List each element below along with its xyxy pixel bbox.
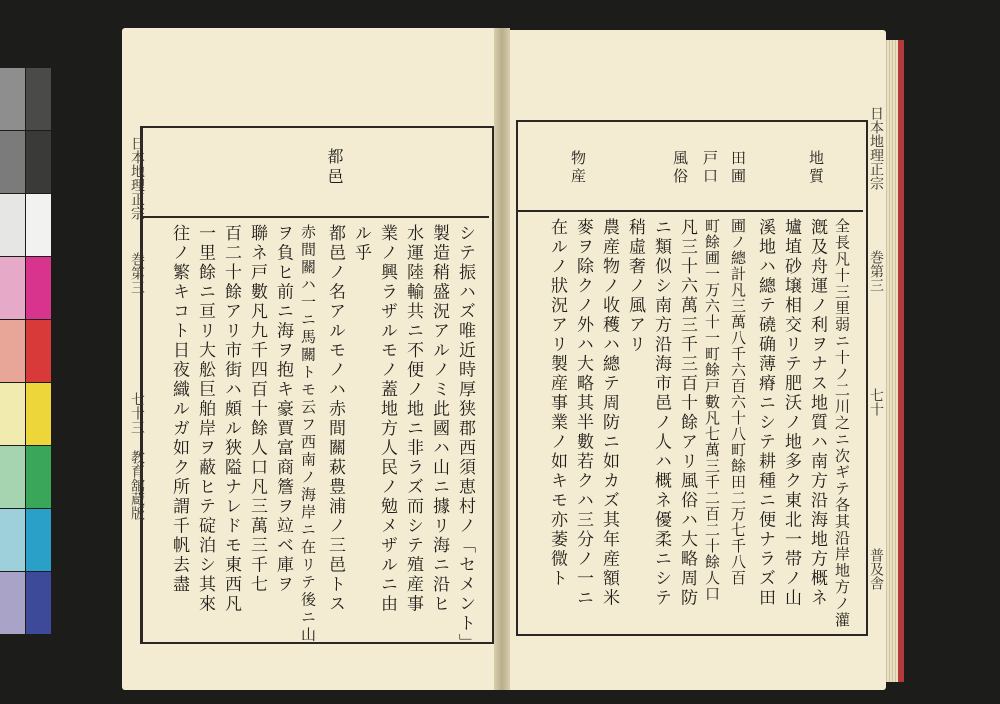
left-text-column-10: 百二十餘アリ市街ハ頗ル狹隘ナレドモ東西凡 (221, 224, 241, 614)
side-heading-chishitsu: 地質 (807, 150, 825, 186)
left-margin-volume: 巻第三 (129, 252, 145, 294)
right-text-column-4: 溪地ハ總テ磽确薄瘠ニシテ耕種ニ便ナラズ田 (755, 218, 775, 608)
left-text-column-3: 水運陸輸共ニ不便ノ地ニ非ラズ而シテ殖産事 (403, 224, 423, 614)
right-text-column-11: 麥ヲ除クノ外ハ大略其半數若クハ三分ノ一ニ (573, 218, 593, 608)
left-page-number: 七十三 (129, 392, 145, 434)
right-text-column-9: 稍虛奢ノ風アリ (625, 218, 645, 355)
right-margin-volume: 巻第三 (868, 250, 884, 292)
left-heading-divider (142, 216, 489, 218)
left-text-column-11: 一里餘ニ亘リ大舩巨舶岸ヲ蔽ヒテ碇泊シ其來 (195, 224, 215, 614)
right-text-column-3: 壚埴砂壌相交リテ肥沃ノ地多ク東北一帯ノ山 (781, 218, 801, 608)
right-text-column-1: 全長凡十三里弱ニ十ノ二川之ニ次ギテ各其沿岸地方ノ灌 (833, 218, 851, 628)
red-book-edge (898, 40, 904, 682)
right-text-column-10: 農産物ノ收穫ハ總テ周防ニ如カズ其年産額米 (599, 218, 619, 608)
right-text-column-6: 町餘圃一万六十一町餘戸數凡七萬三千二百二十餘人口 (703, 218, 721, 602)
left-text-column-8: ヲ負ヒ前ニ海ヲ抱キ豪賈富商簷ヲ竝ベ庫ヲ (273, 224, 293, 595)
left-text-column-7: 赤間關ハ一ニ馬關トモ云フ西南ノ海岸ニ在リテ後ニ山 (299, 224, 317, 644)
book-gutter (494, 28, 510, 690)
side-heading-bussan: 物産 (569, 150, 587, 186)
left-text-column-12: 往ノ繁キコト日夜織ルガ如ク所謂千帆去盡 (169, 224, 189, 595)
color-calibration-strip (0, 68, 52, 632)
left-text-column-4: 業ノ興ラザルモノ蓋地方人民ノ勉メザルニ由 (377, 224, 397, 614)
side-heading-kokou: 戸口 (701, 150, 719, 186)
right-text-column-2: 漑及舟運ノ利ヲナス地質ハ南方沿海地方概ネ (807, 218, 827, 608)
right-text-column-5: 圃ノ總計凡三萬八千六百六十八町餘田二万七千八百 (729, 218, 747, 586)
side-heading-denpo: 田圃 (729, 150, 747, 186)
right-text-column-8: ニ類似シ南方沿海市邑ノ人ハ概ネ優柔ニシテ (651, 218, 671, 608)
left-text-column-1: シテ振ハズ唯近時厚狭郡西須恵村ノ「セメント」 (455, 224, 475, 653)
right-heading-divider (518, 210, 863, 212)
section-heading-toyu: 都邑 (325, 148, 344, 188)
right-margin-title: 日本地理正宗 (868, 106, 884, 190)
right-margin-publisher: 普及舎 (868, 548, 884, 590)
right-text-column-12: 在ルノ狀況アリ製産事業ノ如キモ亦萎微ト (547, 218, 567, 589)
left-text-column-2: 製造稍盛況アルノミ此國ハ山ニ據リ海ニ沿ヒ (429, 224, 449, 614)
left-text-column-6: 都邑ノ名アルモノハ赤間關萩豊浦ノ三邑トス (325, 224, 345, 614)
left-margin-title: 日本地理正宗 (129, 136, 145, 220)
left-text-column-5: ル乎 (351, 224, 371, 263)
right-page-number: 七十 (868, 388, 884, 416)
right-text-column-7: 凡三十六萬三千三百十餘アリ風俗ハ大略周防 (677, 218, 697, 608)
side-heading-fuzoku: 風俗 (671, 150, 689, 186)
left-text-column-9: 聯ネ戸數凡九千四百十餘人口凡三萬三千七 (247, 224, 267, 595)
left-margin-publisher: 教育舘蔵版 (129, 450, 145, 520)
